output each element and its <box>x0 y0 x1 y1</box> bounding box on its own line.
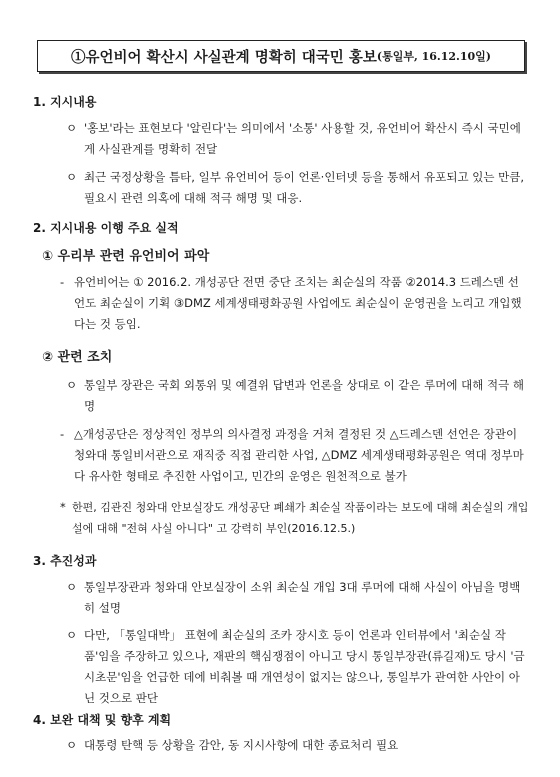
list-item: ㅇ 대통령 탄핵 등 상황을 감안, 동 지시사항에 대한 종료처리 필요 <box>66 738 399 752</box>
list-item: - 유언비어는 ① 2016.2. 개성공단 전면 중단 조치는 최순실의 작품 ②2014.3 드레스덴 선언도 최순실이 기획 ③DMZ 세계생태평화공원 사업에도 최순실이 운영권을 노리고 개입했다는 것 등임. <box>60 275 522 331</box>
document-title-note: (통일부, 16.12.10일) <box>376 50 492 63</box>
subsection-heading-2-2: ② 관련 조치 <box>42 350 113 365</box>
list-item: ㅇ 통일부 장관은 국회 외통위 및 예결위 답변과 언론을 상대로 이 같은 루머에 대해 적극 해명 <box>66 378 524 413</box>
list-item: ㅇ '홍보'라는 표현보다 '알린다'는 의미에서 '소통' 사용할 것, 유언비어 확산시 즉시 국민에게 사실관계를 명확히 전달 <box>66 121 521 156</box>
document-title-box <box>37 40 525 72</box>
list-item: - △개성공단은 정상적인 정부의 의사결정 과정을 거쳐 결정된 것 △드레스덴 선언은 장관이 청와대 통일비서관으로 재직중 직접 관리한 사업, △DMZ 세계생태평화공원은 역대 정부마다 유사한 형태로 추진한 사업이고, 민간의 운영은 원천적으로 불가 <box>60 427 524 483</box>
subsection-heading-2-1: ① 우리부 관련 유언비어 파악 <box>42 249 210 264</box>
list-item: ㅇ 다만, 「통일대박」 표현에 최순실의 조카 장시호 등이 언론과 인터뷰에서 '최순실 작품'임을 주장하고 있으나, 재판의 핵심쟁점이 아니고 당시 통일부장관(류길재)도 당시 '금시초문'임을 언급한 데에 비춰볼 때 개연성이 없지는 않으나, 통일부가 관여한 사안이 아닌 것으로 판단 <box>66 628 525 705</box>
section-heading-2: 2. 지시내용 이행 주요 실적 <box>33 221 179 235</box>
list-item: ㅇ 최근 국정상황을 틈타, 일부 유언비어 등이 언론·인터넷 등을 통해서 유포되고 있는 만큼, 필요시 관련 의혹에 대해 적극 해명 및 대응. <box>66 170 524 205</box>
document-title: ①유언비어 확산시 사실관계 명확히 대국민 홍보 <box>70 48 377 66</box>
section-heading-3: 3. 추진성과 <box>33 554 97 568</box>
section-heading-1: 1. 지시내용 <box>33 95 97 109</box>
section-heading-4: 4. 보완 대책 및 향후 계획 <box>33 713 172 727</box>
list-item: ㅇ 통일부장관과 청와대 안보실장이 소위 최순실 개입 3대 루머에 대해 사실이 아님을 명백히 설명 <box>66 580 521 615</box>
list-item: * 한편, 김관진 청와대 안보실장도 개성공단 폐쇄가 최순실 작품이라는 보도에 대해 최순실의 개입설에 대해 "전혀 사실 아니다" 고 강력히 부인(2016.12.5.) <box>60 500 529 535</box>
